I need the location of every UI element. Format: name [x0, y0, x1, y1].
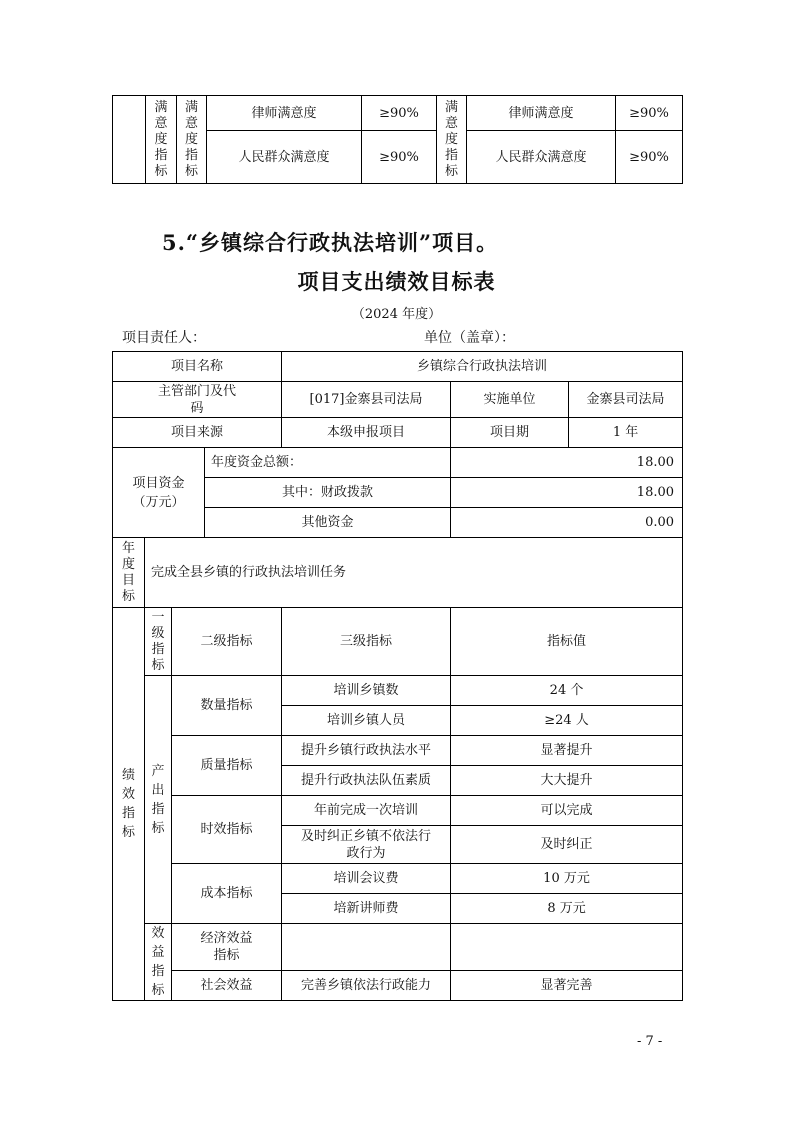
level3-header: 三级指标	[282, 608, 451, 676]
timeliness-indicator-label: 时效指标	[172, 796, 282, 864]
indicator-value: 显著完善	[451, 970, 683, 1000]
satisfaction-indicator-label: 满意度指标	[146, 96, 177, 184]
other-funds-value: 0.00	[451, 508, 683, 538]
performance-target-table	[112, 351, 683, 1001]
output-indicator-label: 产出指标	[145, 676, 172, 924]
indicator-name: 年前完成一次培训	[282, 796, 451, 826]
quality-indicator-label: 质量指标	[172, 736, 282, 796]
project-name-value: 乡镇综合行政执法培训	[282, 352, 683, 382]
lawyer-satisfaction-value: ≥90%	[616, 96, 683, 131]
benefit-indicator-label: 效益指标	[145, 924, 172, 1001]
previous-table-fragment	[112, 95, 683, 184]
section-heading: 5.“乡镇综合行政执法培训”项目。	[162, 230, 499, 255]
satisfaction-indicator-label: 满意度指标	[177, 96, 207, 184]
indicator-name: 培训乡镇数	[282, 676, 451, 706]
indicator-value: ≥24 人	[451, 706, 683, 736]
indicator-value-header: 指标值	[451, 608, 683, 676]
other-funds-label: 其他资金	[205, 508, 451, 538]
unit-seal-label: 单位（盖章）：	[424, 330, 515, 346]
lawyer-satisfaction-name: 律师满意度	[207, 96, 362, 131]
implementing-unit-label: 实施单位	[451, 382, 569, 418]
indicator-value: 显著提升	[451, 736, 683, 766]
fiscal-allocation-value: 18.00	[451, 478, 683, 508]
project-source-label: 项目来源	[113, 418, 282, 448]
economic-benefit-label: 经济效益指标	[172, 924, 282, 971]
indicator-name: 培新讲师费	[282, 894, 451, 924]
public-satisfaction-value: ≥90%	[362, 131, 437, 184]
indicator-name: 提升行政执法队伍素质	[282, 766, 451, 796]
page-number: - 7 -	[637, 1034, 663, 1049]
project-source-value: 本级申报项目	[282, 418, 451, 448]
department-label: 主管部门及代码	[113, 382, 282, 418]
lawyer-satisfaction-value: ≥90%	[362, 96, 437, 131]
annual-funds-total-label: 年度资金总额：	[205, 448, 451, 478]
performance-indicator-label: 绩效指标	[113, 608, 145, 1001]
indicator-name: 培训乡镇人员	[282, 706, 451, 736]
annual-funds-total-value: 18.00	[451, 448, 683, 478]
indicator-name-empty	[282, 924, 451, 971]
lawyer-satisfaction-name: 律师满意度	[467, 96, 616, 131]
annual-goal-value: 完成全县乡镇的行政执法培训任务	[145, 538, 683, 608]
public-satisfaction-name: 人民群众满意度	[467, 131, 616, 184]
indicator-name: 及时纠正乡镇不依法行政行为	[282, 826, 451, 864]
project-responsible-label: 项目责任人：	[122, 330, 206, 346]
indicator-name: 完善乡镇依法行政能力	[282, 970, 451, 1000]
quantity-indicator-label: 数量指标	[172, 676, 282, 736]
level1-header: 一级指标	[145, 608, 172, 676]
indicator-value: 可以完成	[451, 796, 683, 826]
project-period-label: 项目期	[451, 418, 569, 448]
indicator-value-empty	[451, 924, 683, 971]
indicator-value: 8 万元	[451, 894, 683, 924]
indicator-name: 培训会议费	[282, 864, 451, 894]
project-name-label: 项目名称	[113, 352, 282, 382]
satisfaction-indicator-label: 满意度指标	[437, 96, 467, 184]
blank-cell	[113, 96, 146, 184]
document-title: 项目支出绩效目标表	[297, 269, 496, 294]
annual-goal-label: 年度目标	[113, 538, 145, 608]
cost-indicator-label: 成本指标	[172, 864, 282, 924]
department-value: [017]金寨县司法局	[282, 382, 451, 418]
social-benefit-label: 社会效益	[172, 970, 282, 1000]
public-satisfaction-name: 人民群众满意度	[207, 131, 362, 184]
project-period-value: 1 年	[569, 418, 683, 448]
indicator-value: 24 个	[451, 676, 683, 706]
level2-header: 二级指标	[172, 608, 282, 676]
indicator-value: 大大提升	[451, 766, 683, 796]
indicator-name: 提升乡镇行政执法水平	[282, 736, 451, 766]
indicator-value: 10 万元	[451, 864, 683, 894]
project-funds-label: 项目资金（万元）	[113, 448, 205, 538]
fiscal-allocation-label: 其中：财政拨款	[205, 478, 451, 508]
indicator-value: 及时纠正	[451, 826, 683, 864]
implementing-unit-value: 金寨县司法局	[569, 382, 683, 418]
year-line: （2024 年度）	[351, 307, 442, 322]
public-satisfaction-value: ≥90%	[616, 131, 683, 184]
